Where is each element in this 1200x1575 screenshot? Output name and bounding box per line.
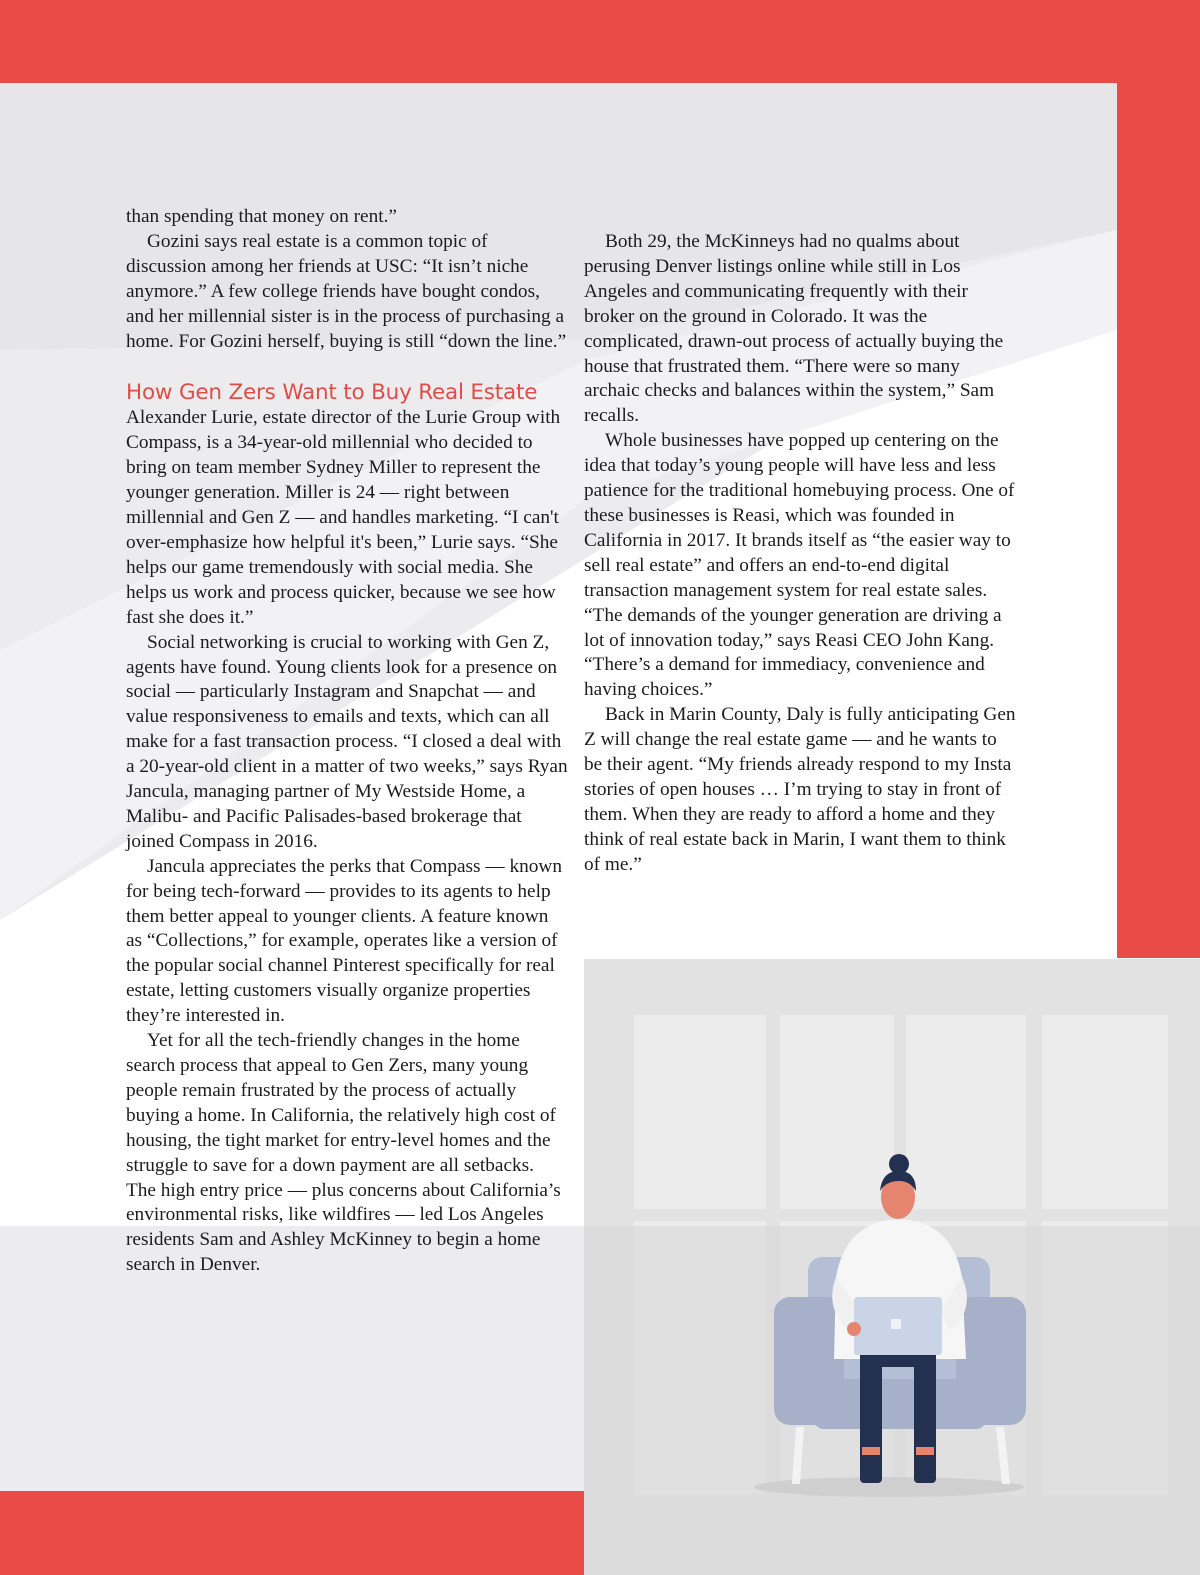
paragraph: Back in Marin County, Daly is fully anticipating Gen Z will change the real estate game — and he wants to be their agent. “My friends already respond to my Insta stories of open houses … I’m trying to stay in front of them. When they are ready to afford a home and they think of real estate back in Marin, I want them to think of me.” bbox=[584, 704, 1016, 875]
right-red-band bbox=[1117, 0, 1200, 958]
paragraph: Gozini says real estate is a common topic of discussion among her friends at USC: “It isn’t niche anymore.” A few college friends have bought condos, and her millennial sister is in the process of purchasing a home. For Gozini herself, buying is still “down the line.” bbox=[126, 230, 567, 352]
article-right-column bbox=[584, 230, 1019, 878]
top-red-band bbox=[0, 0, 1200, 83]
section-heading: How Gen Zers Want to Buy Real Estate bbox=[126, 380, 538, 406]
paragraph: Whole businesses have popped up centering on the idea that today’s young people will have less and less patience for the traditional homebuying process. One of these businesses is Reasi, which was founded in California in 2017. It brands itself as “the easier way to sell real estate” and offers an end-to-end digital transaction management system for real estate sales. “The demands of the younger generation are driving a lot of innovation today,” says Reasi CEO John Kang. “There’s a demand for immediacy, convenience and having choices.” bbox=[584, 430, 1015, 701]
paragraph: Jancula appreciates the perks that Compass — known for being tech-forward — provides to its agents to help them better appeal to younger clients. A feature known as “Collections,” for example, operates like a version of the popular social channel Pinterest specifically for real estate, letting customers visually organize properties they’re interested in. bbox=[126, 855, 562, 1027]
article-left-column bbox=[126, 205, 568, 1278]
paragraph: Both 29, the McKinneys had no qualms about perusing Denver listings online while still in Los Angeles and communicating frequently with their broker on the ground in Colorado. It was the complicated, drawn-out process of actually buying the house that frustrated them. “There were so many archaic checks and balances within the system,” Sam recalls. bbox=[584, 231, 1004, 427]
paragraph: Alexander Lurie, estate director of the Lurie Group with Compass, is a 34-year-old millennial who decided to bring on team member Sydney Miller to represent the younger generation. Miller is 24 — right between millennial and Gen Z — and handles marketing. “I can't over-emphasize how helpful it's been,” Lurie says. “She helps our game tremendously with social media. She helps us work and process quicker, because we see how fast she does it.” bbox=[126, 407, 561, 628]
paragraph: than spending that money on rent.” bbox=[126, 206, 397, 227]
person-with-laptop-in-armchair-icon bbox=[584, 959, 1200, 1575]
paragraph: Yet for all the tech-friendly changes in the home search process that appeal to Gen Zers, many young people remain frustrated by the process of actually buying a home. In California, the relatively high cost of housing, the tight market for entry-level homes and the struggle to save for a down payment are all setbacks. The high entry price — plus concerns about California’s environmental risks, like wildfires — led Los Angeles residents Sam and Ashley McKinney to begin a home search in Denver. bbox=[126, 1030, 561, 1276]
bottom-red-band bbox=[0, 1491, 584, 1575]
paragraph: Social networking is crucial to working with Gen Z, agents have found. Young clients look for a presence on social — particularly Instagram and Snapchat — and value responsiveness to emails and texts, which can all make for a fast transaction process. “I closed a deal with a 20-year-old client in a matter of two weeks,” says Ryan Jancula, managing partner of My Westside Home, a Malibu- and Pacific Palisades-based brokerage that joined Compass in 2016. bbox=[126, 631, 568, 852]
